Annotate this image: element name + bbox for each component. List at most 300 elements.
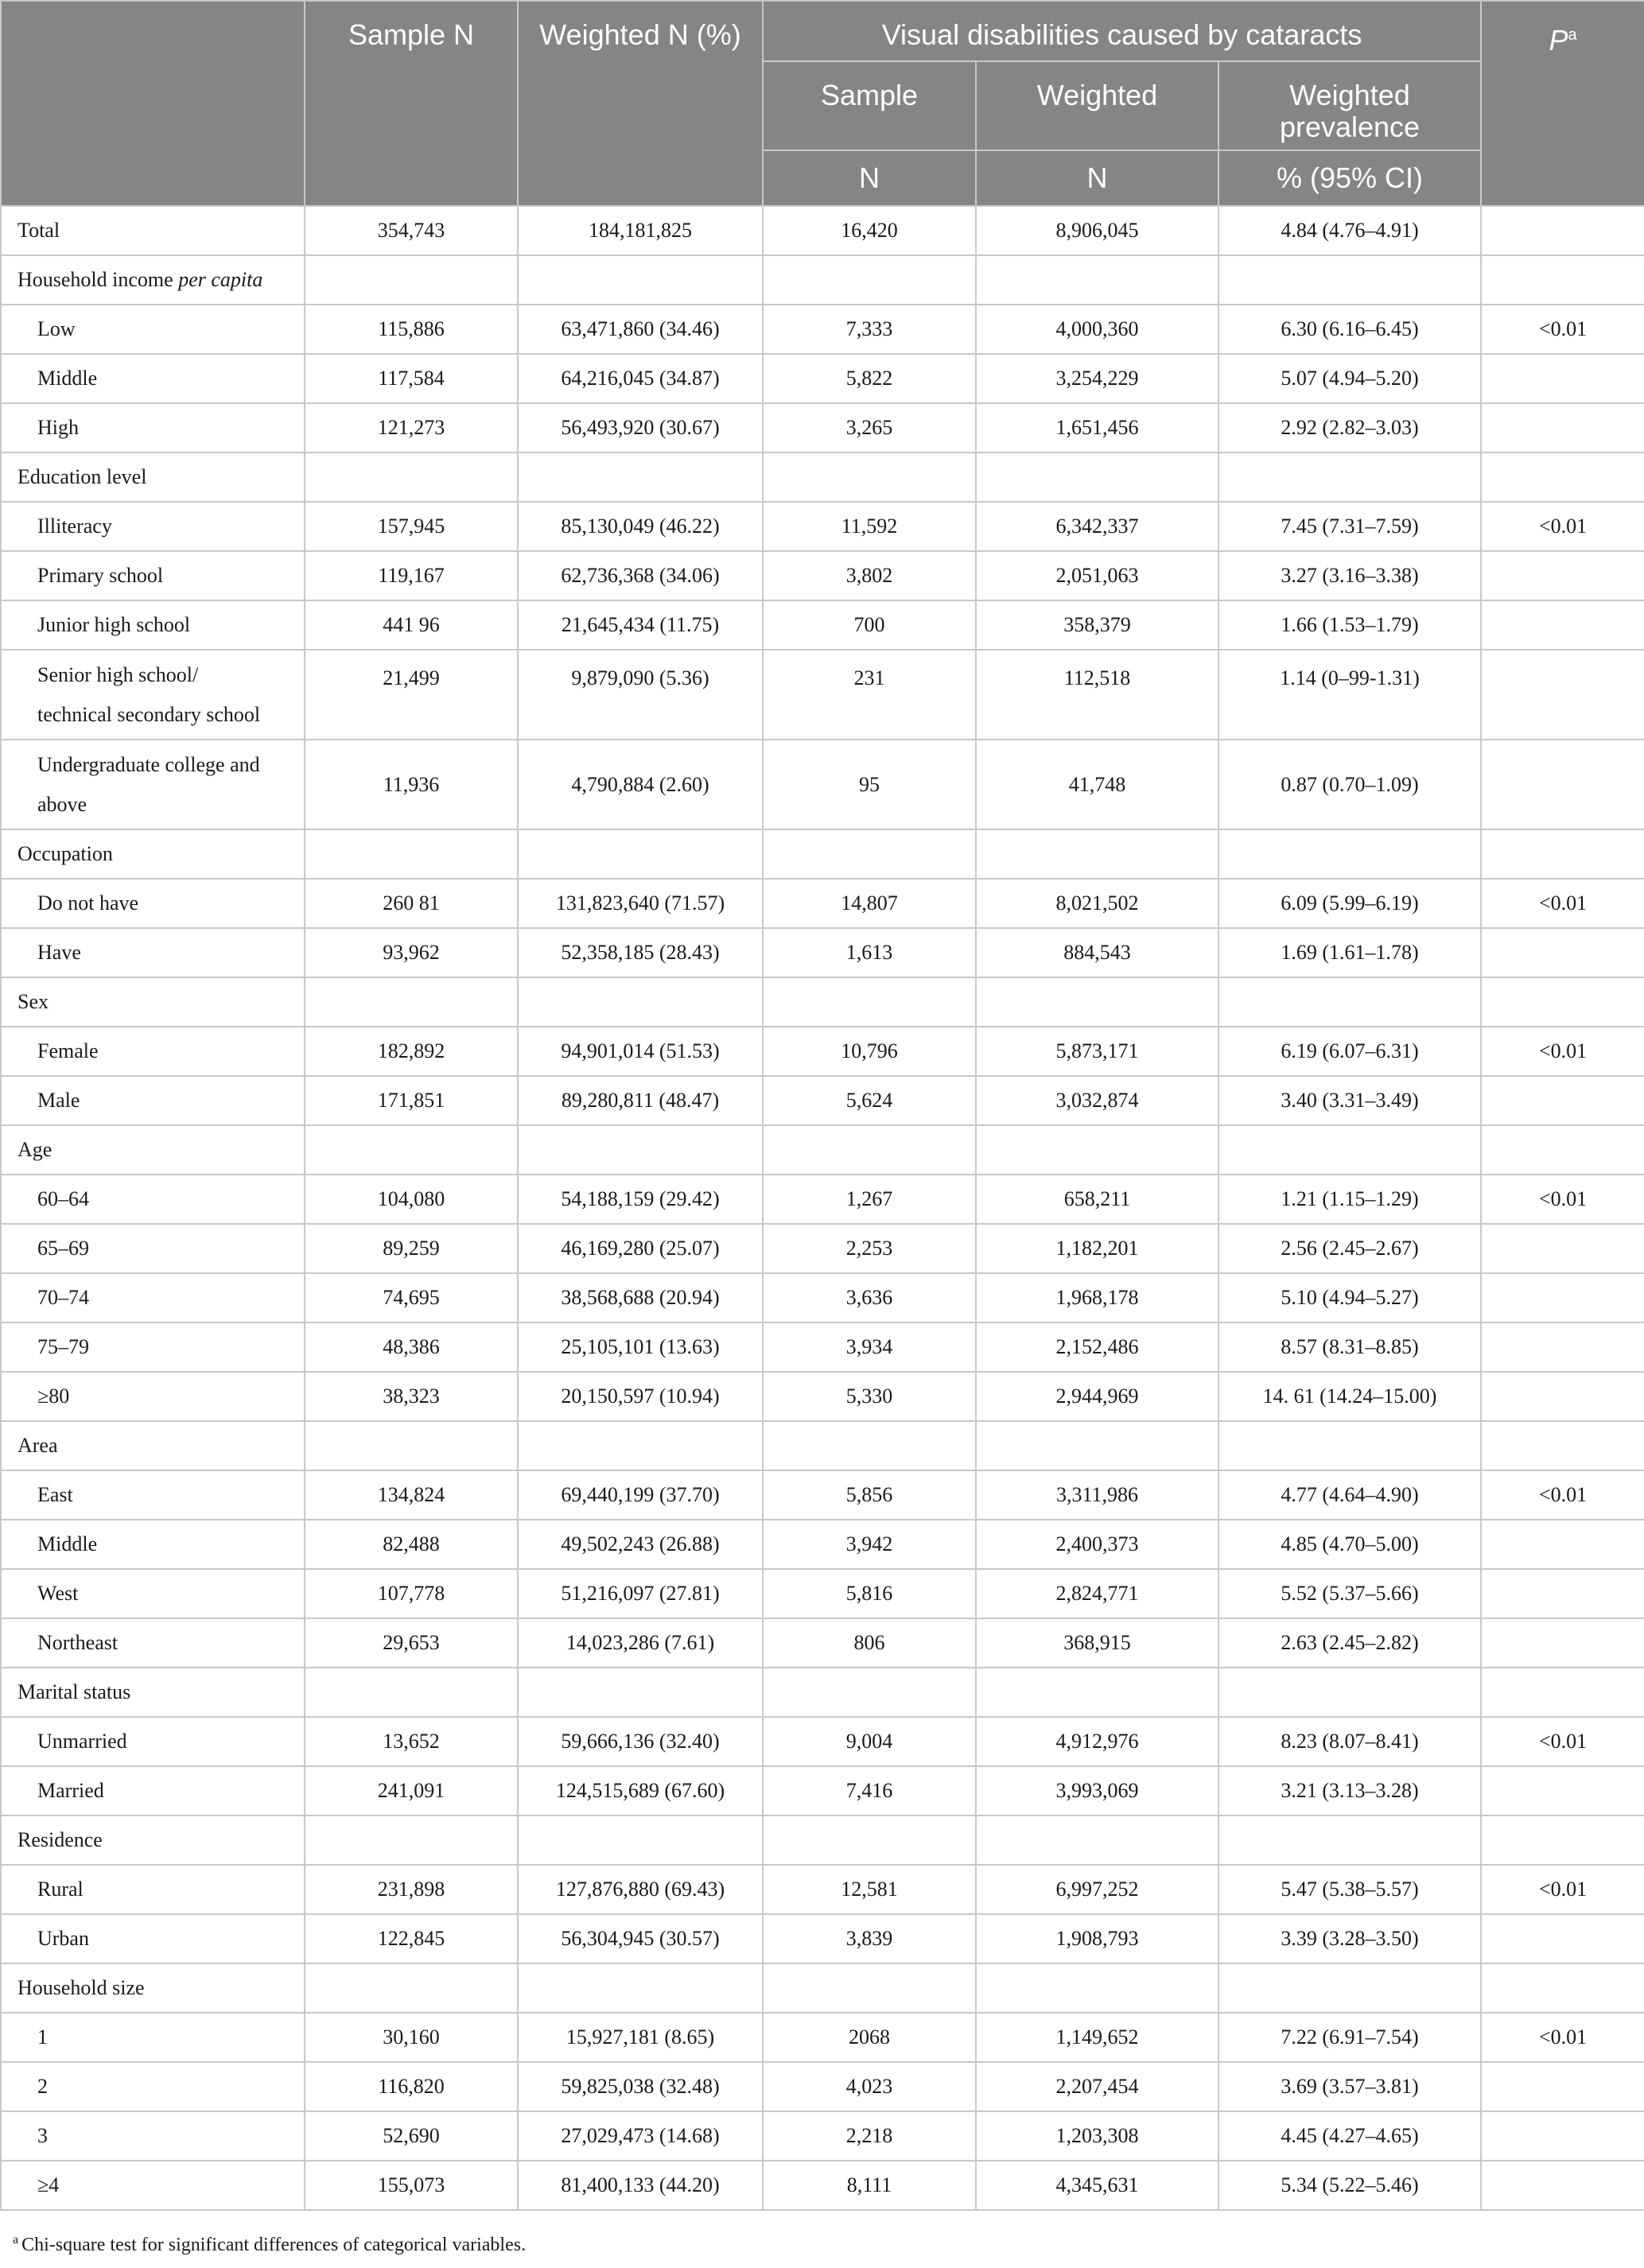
cell-p-value (1481, 650, 1644, 740)
cell-weighted-n: 64,216,045 (34.87) (518, 354, 763, 403)
cell-sample-n: 13,652 (305, 1717, 518, 1766)
cell-sample-n (305, 255, 518, 305)
category-row (1, 977, 1644, 1027)
cell-sample-cases: 12,581 (763, 1865, 976, 1914)
category-row (1, 1421, 1644, 1470)
cell-weighted-cases (976, 1421, 1218, 1470)
cell-p-value: <0.01 (1481, 879, 1644, 928)
cell-prevalence: 5.47 (5.38–5.57) (1218, 1865, 1481, 1914)
row-label-text: East (37, 1483, 73, 1506)
cell-sample-cases: 14,807 (763, 879, 976, 928)
table-row (1, 650, 1644, 740)
cell-weighted-cases (976, 1816, 1218, 1865)
cell-weighted-n: 62,736,368 (34.06) (518, 551, 763, 600)
cell-sample-n: 74,695 (305, 1273, 518, 1322)
cell-sample-cases (763, 1963, 976, 2013)
cell-sample-n: 182,892 (305, 1027, 518, 1076)
cell-p-value (1481, 1125, 1644, 1175)
cell-weighted-cases: 3,993,069 (976, 1766, 1218, 1816)
table-row (1, 1273, 1644, 1322)
cell-weighted-cases: 8,021,502 (976, 879, 1218, 928)
row-label-text: 75–79 (37, 1335, 89, 1358)
cell-p-value (1481, 829, 1644, 879)
cell-weighted-cases: 3,254,229 (976, 354, 1218, 403)
cell-weighted-n: 184,181,825 (518, 206, 763, 255)
cell-weighted-cases: 1,651,456 (976, 403, 1218, 452)
category-row (1, 1963, 1644, 2013)
row-label (1, 1569, 305, 1618)
header-pct-ci: % (95% CI) (1218, 150, 1481, 206)
cell-prevalence: 8.57 (8.31–8.85) (1218, 1322, 1481, 1372)
cell-p-value (1481, 1520, 1644, 1569)
cell-sample-n (305, 829, 518, 879)
row-label (1, 502, 305, 551)
cell-p-value (1481, 928, 1644, 977)
cell-sample-cases: 95 (763, 740, 976, 829)
cell-p-value: <0.01 (1481, 1865, 1644, 1914)
row-label-text: Residence (17, 1828, 103, 1851)
cell-prevalence: 4.84 (4.76–4.91) (1218, 206, 1481, 255)
table-row (1, 1322, 1644, 1372)
table-row (1, 502, 1644, 551)
category-row (1, 1125, 1644, 1175)
cell-sample-cases: 3,265 (763, 403, 976, 452)
cell-weighted-n: 15,927,181 (8.65) (518, 2013, 763, 2062)
cell-sample-n: 115,886 (305, 305, 518, 354)
table-row (1, 1766, 1644, 1816)
cell-p-value (1481, 1766, 1644, 1816)
cell-sample-cases: 7,333 (763, 305, 976, 354)
cell-weighted-n: 59,825,038 (32.48) (518, 2062, 763, 2111)
cell-sample-cases (763, 829, 976, 879)
cell-weighted-cases: 6,997,252 (976, 1865, 1218, 1914)
cell-sample-cases: 3,802 (763, 551, 976, 600)
cell-p-value (1481, 206, 1644, 255)
cell-p-value (1481, 977, 1644, 1027)
row-label-text: Middle (37, 367, 98, 390)
cell-prevalence: 3.39 (3.28–3.50) (1218, 1914, 1481, 1963)
cell-weighted-cases: 2,051,063 (976, 551, 1218, 600)
row-label-text: Undergraduate college and (37, 752, 260, 776)
cell-sample-cases: 16,420 (763, 206, 976, 255)
cell-sample-cases (763, 1125, 976, 1175)
cell-weighted-n: 85,130,049 (46.22) (518, 502, 763, 551)
cell-p-value: <0.01 (1481, 1717, 1644, 1766)
cell-weighted-cases (976, 1963, 1218, 2013)
cell-p-value (1481, 1816, 1644, 1865)
row-label-text: West (37, 1582, 79, 1605)
row-label-text: Northeast (37, 1631, 119, 1654)
cell-p-value: <0.01 (1481, 305, 1644, 354)
cell-sample-n: 21,499 (305, 650, 518, 740)
cell-sample-cases: 7,416 (763, 1766, 976, 1816)
table-row (1, 1520, 1644, 1569)
cell-sample-cases: 231 (763, 650, 976, 740)
cell-prevalence: 4.77 (4.64–4.90) (1218, 1470, 1481, 1520)
cell-weighted-cases (976, 1125, 1218, 1175)
cell-prevalence: 14. 61 (14.24–15.00) (1218, 1372, 1481, 1421)
header-weighted-prevalence: Weighted prevalence (1218, 61, 1481, 150)
row-label-text: Urban (37, 1927, 89, 1950)
cell-prevalence: 1.14 (0–99-1.31) (1218, 650, 1481, 740)
cell-p-value (1481, 740, 1644, 829)
cell-prevalence: 3.21 (3.13–3.28) (1218, 1766, 1481, 1816)
cell-prevalence (1218, 452, 1481, 502)
cell-weighted-n: 25,105,101 (13.63) (518, 1322, 763, 1372)
row-label-text: 60–64 (37, 1187, 89, 1210)
cell-sample-cases: 5,624 (763, 1076, 976, 1125)
row-label (1, 305, 305, 354)
cell-p-value: <0.01 (1481, 1027, 1644, 1076)
row-label (1, 1372, 305, 1421)
row-label-text: High (37, 416, 79, 439)
cell-prevalence (1218, 1816, 1481, 1865)
row-label-italic: per capita (178, 268, 263, 291)
cell-weighted-n (518, 452, 763, 502)
cell-sample-n (305, 1421, 518, 1470)
cell-p-value: <0.01 (1481, 2013, 1644, 2062)
cell-weighted-n: 52,358,185 (28.43) (518, 928, 763, 977)
cell-sample-n: 231,898 (305, 1865, 518, 1914)
row-label-text: Senior high school/ (37, 662, 199, 686)
row-label (1, 1322, 305, 1372)
cell-weighted-n (518, 1421, 763, 1470)
cell-weighted-cases: 2,824,771 (976, 1569, 1218, 1618)
cell-weighted-n: 38,568,688 (20.94) (518, 1273, 763, 1322)
cell-sample-cases: 700 (763, 600, 976, 650)
footnote (13, 2233, 526, 2256)
cell-prevalence: 5.52 (5.37–5.66) (1218, 1569, 1481, 1618)
header-p-label: P (1549, 24, 1568, 56)
cell-prevalence: 3.27 (3.16–3.38) (1218, 551, 1481, 600)
cell-weighted-n: 27,029,473 (14.68) (518, 2111, 763, 2161)
cell-weighted-cases: 6,342,337 (976, 502, 1218, 551)
cell-weighted-cases: 8,906,045 (976, 206, 1218, 255)
cell-weighted-n: 51,216,097 (27.81) (518, 1569, 763, 1618)
row-label (1, 977, 305, 1027)
row-label (1, 1914, 305, 1963)
cell-sample-n: 104,080 (305, 1175, 518, 1224)
cell-sample-cases: 10,796 (763, 1027, 976, 1076)
cell-weighted-n: 14,023,286 (7.61) (518, 1618, 763, 1668)
cell-sample-n: 116,820 (305, 2062, 518, 2111)
cell-weighted-n: 89,280,811 (48.47) (518, 1076, 763, 1125)
row-label (1, 1175, 305, 1224)
cell-sample-n: 52,690 (305, 2111, 518, 2161)
footnote-text: Chi-square test for significant differences of categorical variables. (21, 2235, 527, 2255)
row-label-text: Middle (37, 1532, 98, 1555)
cell-p-value (1481, 2161, 1644, 2210)
category-row (1, 829, 1644, 879)
cell-weighted-cases: 368,915 (976, 1618, 1218, 1668)
cell-sample-n (305, 1125, 518, 1175)
cell-sample-cases (763, 977, 976, 1027)
cell-prevalence: 6.19 (6.07–6.31) (1218, 1027, 1481, 1076)
cell-prevalence: 3.40 (3.31–3.49) (1218, 1076, 1481, 1125)
cell-sample-n: 38,323 (305, 1372, 518, 1421)
cell-weighted-cases: 1,203,308 (976, 2111, 1218, 2161)
table-row (1, 551, 1644, 600)
row-label (1, 829, 305, 879)
cell-sample-cases: 1,613 (763, 928, 976, 977)
row-label (1, 452, 305, 502)
row-label (1, 1717, 305, 1766)
cell-prevalence (1218, 829, 1481, 879)
header-group-cataracts: Visual disabilities caused by cataracts (763, 1, 1481, 61)
cell-weighted-n: 81,400,133 (44.20) (518, 2161, 763, 2210)
table-row (1, 1175, 1644, 1224)
table-row (1, 1076, 1644, 1125)
cell-sample-n: 107,778 (305, 1569, 518, 1618)
row-label-text: Primary school (37, 564, 164, 587)
category-row (1, 1816, 1644, 1865)
row-label (1, 1125, 305, 1175)
cell-sample-cases (763, 255, 976, 305)
cell-sample-cases: 11,592 (763, 502, 976, 551)
cell-weighted-cases: 4,345,631 (976, 2161, 1218, 2210)
header-p-sup: a (1568, 26, 1577, 44)
category-row (1, 1668, 1644, 1717)
cell-sample-n: 119,167 (305, 551, 518, 600)
cell-p-value (1481, 255, 1644, 305)
category-row (1, 452, 1644, 502)
table-header (1, 1, 1644, 206)
cell-weighted-cases: 3,311,986 (976, 1470, 1218, 1520)
row-label-text: Female (37, 1039, 99, 1062)
cell-prevalence (1218, 977, 1481, 1027)
cell-weighted-n: 69,440,199 (37.70) (518, 1470, 763, 1520)
row-label-text: Do not have (37, 891, 139, 915)
row-label (1, 1421, 305, 1470)
cell-sample-n: 260 81 (305, 879, 518, 928)
cell-weighted-cases: 884,543 (976, 928, 1218, 977)
table-row (1, 1569, 1644, 1618)
row-label-line2: above (37, 792, 87, 816)
cell-p-value (1481, 551, 1644, 600)
cell-sample-n: 48,386 (305, 1322, 518, 1372)
cell-weighted-cases: 1,908,793 (976, 1914, 1218, 1963)
table-row (1, 206, 1644, 255)
cell-weighted-n: 20,150,597 (10.94) (518, 1372, 763, 1421)
table-row (1, 1914, 1644, 1963)
cell-p-value (1481, 1914, 1644, 1963)
cell-weighted-n (518, 829, 763, 879)
cell-weighted-n (518, 1125, 763, 1175)
row-label-text: Area (17, 1434, 58, 1457)
table-body (1, 206, 1644, 2210)
cell-weighted-n: 124,515,689 (67.60) (518, 1766, 763, 1816)
cell-weighted-cases: 4,912,976 (976, 1717, 1218, 1766)
cell-prevalence: 4.45 (4.27–4.65) (1218, 2111, 1481, 2161)
row-label-text: Junior high school (37, 613, 191, 636)
table-row (1, 1717, 1644, 1766)
table-row (1, 354, 1644, 403)
header-n-sample: N (763, 150, 976, 206)
cell-sample-n: 157,945 (305, 502, 518, 551)
cell-p-value (1481, 1224, 1644, 1273)
cell-sample-cases: 8,111 (763, 2161, 976, 2210)
cell-sample-cases: 5,330 (763, 1372, 976, 1421)
cell-sample-n: 134,824 (305, 1470, 518, 1520)
row-label-text: Unmarried (37, 1730, 127, 1753)
cell-weighted-cases: 658,211 (976, 1175, 1218, 1224)
cell-sample-n: 171,851 (305, 1076, 518, 1125)
row-label (1, 1618, 305, 1668)
cell-sample-n: 117,584 (305, 354, 518, 403)
cell-weighted-n: 63,471,860 (34.46) (518, 305, 763, 354)
cell-weighted-n (518, 255, 763, 305)
cell-weighted-cases: 112,518 (976, 650, 1218, 740)
row-label (1, 354, 305, 403)
cell-p-value (1481, 600, 1644, 650)
row-label-line2: technical secondary school (37, 702, 261, 726)
row-label (1, 2062, 305, 2111)
cell-prevalence: 2.56 (2.45–2.67) (1218, 1224, 1481, 1273)
cell-sample-n (305, 1668, 518, 1717)
table-row (1, 928, 1644, 977)
row-label (1, 740, 305, 829)
cell-sample-n: 29,653 (305, 1618, 518, 1668)
table-row (1, 1618, 1644, 1668)
row-label-text: Occupation (17, 842, 113, 865)
header-weighted: Weighted (976, 61, 1218, 150)
cell-weighted-cases: 5,873,171 (976, 1027, 1218, 1076)
header-blank (1, 1, 305, 206)
header-p (1481, 1, 1644, 206)
cell-weighted-n: 54,188,159 (29.42) (518, 1175, 763, 1224)
cell-sample-cases: 2068 (763, 2013, 976, 2062)
cell-sample-n: 121,273 (305, 403, 518, 452)
cell-weighted-cases: 2,944,969 (976, 1372, 1218, 1421)
table-row (1, 1224, 1644, 1273)
cell-prevalence (1218, 255, 1481, 305)
cell-weighted-n: 4,790,884 (2.60) (518, 740, 763, 829)
row-label-text: 65–69 (37, 1237, 89, 1260)
cell-weighted-cases: 358,379 (976, 600, 1218, 650)
cell-weighted-n: 21,645,434 (11.75) (518, 600, 763, 650)
cell-weighted-cases: 2,400,373 (976, 1520, 1218, 1569)
cell-sample-n: 441 96 (305, 600, 518, 650)
cell-sample-cases: 806 (763, 1618, 976, 1668)
cell-prevalence: 2.63 (2.45–2.82) (1218, 1618, 1481, 1668)
row-label-text: Total (17, 219, 60, 242)
row-label (1, 255, 305, 305)
cell-prevalence: 7.45 (7.31–7.59) (1218, 502, 1481, 551)
cell-sample-n: 89,259 (305, 1224, 518, 1273)
cell-weighted-cases: 1,149,652 (976, 2013, 1218, 2062)
row-label-text: Age (17, 1138, 52, 1161)
row-label (1, 650, 305, 740)
cell-p-value (1481, 2062, 1644, 2111)
cell-p-value: <0.01 (1481, 502, 1644, 551)
table-row (1, 879, 1644, 928)
header-n-weighted: N (976, 150, 1218, 206)
cell-weighted-cases: 4,000,360 (976, 305, 1218, 354)
cell-sample-cases: 9,004 (763, 1717, 976, 1766)
cell-sample-n: 354,743 (305, 206, 518, 255)
cell-prevalence: 2.92 (2.82–3.03) (1218, 403, 1481, 452)
header-sample-n: Sample N (305, 1, 518, 206)
cell-sample-cases: 1,267 (763, 1175, 976, 1224)
header-sample: Sample (763, 61, 976, 150)
cell-weighted-n: 9,879,090 (5.36) (518, 650, 763, 740)
row-label (1, 1076, 305, 1125)
row-label-text: Have (37, 941, 81, 964)
row-label-text: ≥80 (37, 1384, 70, 1408)
table-row (1, 2013, 1644, 2062)
cell-prevalence (1218, 1125, 1481, 1175)
footnote-marker: a (13, 2233, 19, 2247)
cell-prevalence: 3.69 (3.57–3.81) (1218, 2062, 1481, 2111)
cell-prevalence: 4.85 (4.70–5.00) (1218, 1520, 1481, 1569)
row-label (1, 1865, 305, 1914)
cell-prevalence: 5.10 (4.94–5.27) (1218, 1273, 1481, 1322)
cell-p-value: <0.01 (1481, 1470, 1644, 1520)
cell-prevalence (1218, 1421, 1481, 1470)
cell-weighted-cases (976, 1668, 1218, 1717)
cell-p-value (1481, 403, 1644, 452)
row-label-text: Rural (37, 1878, 84, 1901)
cell-sample-n: 155,073 (305, 2161, 518, 2210)
cell-p-value (1481, 1076, 1644, 1125)
row-label (1, 928, 305, 977)
cell-prevalence (1218, 1963, 1481, 2013)
cell-sample-cases (763, 452, 976, 502)
cell-sample-n: 122,845 (305, 1914, 518, 1963)
row-label-text: Low (37, 317, 76, 340)
cell-sample-n: 93,962 (305, 928, 518, 977)
cell-sample-cases: 2,218 (763, 2111, 976, 2161)
cell-prevalence: 1.21 (1.15–1.29) (1218, 1175, 1481, 1224)
table-row (1, 600, 1644, 650)
cell-sample-n: 241,091 (305, 1766, 518, 1816)
row-label (1, 1963, 305, 2013)
cell-sample-n: 11,936 (305, 740, 518, 829)
row-label-text: Illiteracy (37, 515, 112, 538)
row-label-text: 3 (37, 2124, 48, 2147)
row-label (1, 206, 305, 255)
cell-p-value (1481, 1569, 1644, 1618)
table-row (1, 2062, 1644, 2111)
row-label (1, 1224, 305, 1273)
table-row (1, 403, 1644, 452)
cell-sample-cases: 3,839 (763, 1914, 976, 1963)
cell-p-value (1481, 2111, 1644, 2161)
cell-weighted-cases (976, 829, 1218, 879)
row-label (1, 403, 305, 452)
row-label-text: 1 (37, 2025, 48, 2049)
cell-prevalence: 8.23 (8.07–8.41) (1218, 1717, 1481, 1766)
cell-weighted-n (518, 977, 763, 1027)
cell-p-value (1481, 1668, 1644, 1717)
cell-prevalence: 6.30 (6.16–6.45) (1218, 305, 1481, 354)
row-label-text: Household income (17, 268, 179, 291)
row-label-text: Marital status (17, 1680, 131, 1703)
row-label (1, 600, 305, 650)
row-label-text: Sex (17, 990, 49, 1013)
cell-p-value (1481, 354, 1644, 403)
cell-weighted-n (518, 1963, 763, 2013)
cell-prevalence: 7.22 (6.91–7.54) (1218, 2013, 1481, 2062)
row-label (1, 551, 305, 600)
row-label (1, 2161, 305, 2210)
cell-sample-cases: 3,942 (763, 1520, 976, 1569)
cell-p-value (1481, 1372, 1644, 1421)
row-label (1, 1520, 305, 1569)
cell-weighted-cases: 1,968,178 (976, 1273, 1218, 1322)
row-label-text: ≥4 (37, 2173, 60, 2196)
cell-sample-n: 30,160 (305, 2013, 518, 2062)
